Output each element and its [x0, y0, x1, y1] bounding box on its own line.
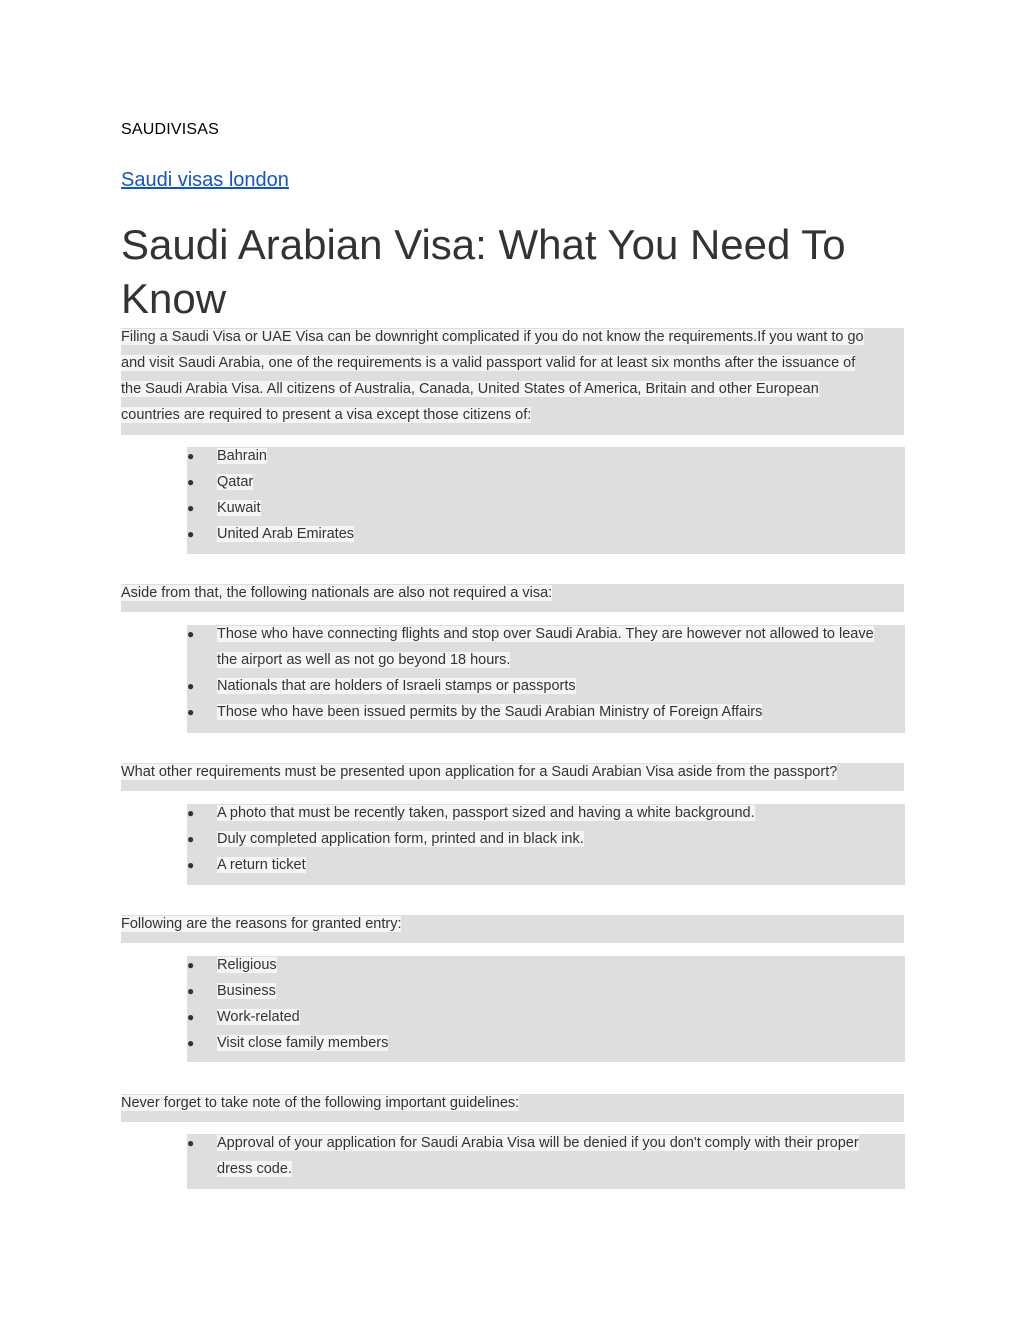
- list-item: ● Visit close family members: [187, 1030, 905, 1056]
- intro-line: and visit Saudi Arabia, one of the requirements is a valid passport valid for at least six months after the issuance of: [121, 355, 856, 371]
- guidelines-paragraph: Never forget to take note of the following important guidelines:: [121, 1095, 520, 1111]
- reasons-list: [187, 952, 905, 1056]
- bullet-icon: ●: [187, 627, 195, 641]
- bullet-icon: ●: [187, 449, 195, 463]
- list-item: ● Those who have been issued permits by the Saudi Arabian Ministry of Foreign Affairs: [187, 699, 905, 725]
- list-item: ● Nationals that are holders of Israeli stamps or passports: [187, 673, 905, 699]
- bullet-icon: ●: [187, 1136, 195, 1150]
- list-item: ● Duly completed application form, printed and in black ink.: [187, 826, 905, 852]
- bullet-icon: ●: [187, 679, 195, 693]
- bullet-icon: ●: [187, 1010, 195, 1024]
- list-item: ● Religious: [187, 952, 905, 978]
- bullet-icon: ●: [187, 984, 195, 998]
- list-item: ● Bahrain: [187, 443, 905, 469]
- list-item: ● Business: [187, 978, 905, 1004]
- bullet-icon: ●: [187, 1036, 195, 1050]
- list-item: ● United Arab Emirates: [187, 521, 905, 547]
- bullet-icon: ●: [187, 501, 195, 515]
- intro-line: the Saudi Arabia Visa. All citizens of Australia, Canada, United States of America, Britain and other European: [121, 381, 819, 397]
- list-item: ● A photo that must be recently taken, passport sized and having a white background.: [187, 800, 905, 826]
- page-title: Saudi Arabian Visa: What You Need To Know: [121, 221, 846, 322]
- list-item: ● Approval of your application for Saudi Arabia Visa will be denied if you don't comply with their proper dress code.: [187, 1130, 905, 1182]
- requirements-paragraph: What other requirements must be presented upon application for a Saudi Arabian Visa aside from the passport?: [121, 764, 838, 780]
- bullet-icon: ●: [187, 527, 195, 541]
- intro-line: Filing a Saudi Visa or UAE Visa can be downright complicated if you do not know the requirements.If you want to go: [121, 329, 864, 345]
- bullet-icon: ●: [187, 806, 195, 820]
- exempt-countries-list: [187, 443, 905, 547]
- bullet-icon: ●: [187, 958, 195, 972]
- other-nationals-paragraph: Aside from that, the following nationals are also not required a visa:: [121, 585, 553, 601]
- guidelines-list: [187, 1130, 905, 1182]
- saudi-visas-london-link[interactable]: Saudi visas london: [121, 169, 289, 191]
- list-item: ● Kuwait: [187, 495, 905, 521]
- list-item: ● Those who have connecting flights and stop over Saudi Arabia. They are however not allowed to leave the airport as well as not go beyond 18 hours.: [187, 621, 905, 673]
- intro-paragraph: [121, 324, 905, 428]
- list-item: ● Qatar: [187, 469, 905, 495]
- site-name: SAUDIVISAS: [121, 121, 220, 138]
- bullet-icon: ●: [187, 475, 195, 489]
- other-nationals-list: [187, 621, 905, 725]
- bullet-icon: ●: [187, 705, 195, 719]
- requirements-list: [187, 800, 905, 878]
- bullet-icon: ●: [187, 858, 195, 872]
- bullet-icon: ●: [187, 832, 195, 846]
- list-item: ● A return ticket: [187, 852, 905, 878]
- list-item: ● Work-related: [187, 1004, 905, 1030]
- reasons-paragraph: Following are the reasons for granted entry:: [121, 916, 402, 932]
- intro-line: countries are required to present a visa except those citizens of:: [121, 407, 532, 423]
